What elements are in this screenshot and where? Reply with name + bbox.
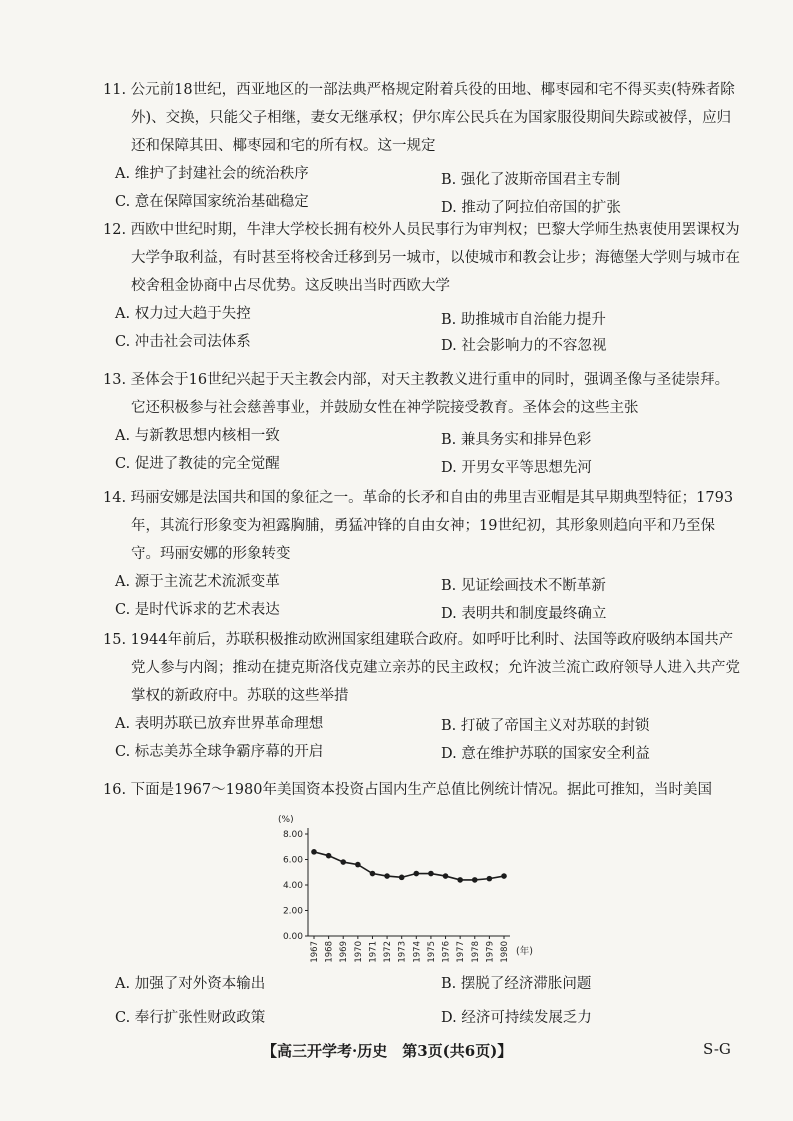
option-b[interactable]: B. 助推城市自治能力提升 [441, 312, 606, 328]
y-tick-label: 4.00 [282, 881, 303, 891]
footer-code: S-G [703, 1040, 731, 1058]
data-point [370, 871, 376, 877]
question-stem: 14. 玛丽安娜是法国共和国的象征之一。革命的长矛和自由的弗里吉亚帽是其早期典型特征；1793年，其流行形象变为袒露胸脯，勇猛冲锋的自由女神；19世纪初，其形象则趋向平和乃至保守。玛丽安娜的形象转变 [103, 490, 734, 562]
option-c[interactable]: C. 冲击社会司法体系 [115, 334, 251, 350]
y-tick-label: 0.00 [282, 932, 303, 942]
option-d[interactable]: D. 意在维护苏联的国家安全利益 [441, 746, 650, 762]
option-b[interactable]: B. 摆脱了经济滞胀问题 [441, 976, 592, 992]
y-tick-label: 8.00 [282, 830, 303, 840]
data-point [399, 875, 405, 881]
options [103, 710, 743, 766]
data-point [355, 862, 361, 868]
x-tick-label: 1975 [426, 941, 437, 962]
data-point [443, 873, 449, 879]
option-a[interactable]: A. 权力过大趋于失控 [115, 306, 251, 322]
option-a[interactable]: A. 加强了对外资本输出 [115, 976, 266, 992]
option-d[interactable]: D. 表明共和制度最终确立 [441, 606, 607, 622]
x-tick-label: 1979 [485, 941, 496, 962]
data-point [311, 849, 317, 855]
chart-svg [270, 812, 560, 962]
option-c[interactable]: C. 促进了教徒的完全觉醒 [115, 456, 280, 472]
data-point [414, 871, 420, 877]
x-tick-label: 1968 [324, 941, 335, 962]
option-a[interactable]: A. 表明苏联已放弃世界革命理想 [115, 716, 324, 732]
options [103, 300, 743, 356]
option-c[interactable]: C. 意在保障国家统治基础稳定 [115, 194, 309, 210]
x-tick-label: 1967 [310, 941, 320, 962]
data-point [472, 877, 478, 883]
question-15 [103, 626, 743, 766]
data-point [340, 859, 346, 865]
y-tick-label: 2.00 [282, 906, 303, 917]
option-d[interactable]: D. 开男女平等思想先河 [441, 460, 592, 476]
x-tick-label: 1974 [412, 941, 423, 962]
options [103, 160, 743, 216]
data-point [487, 876, 493, 882]
question-stem: 11. 公元前18世纪，西亚地区的一部法典严格规定附着兵役的田地、椰枣园和宅不得买卖(特殊者除外)、交换，只能父子相继，妻女无继承权；伊尔库公民兵在为国家服役期间失踪或被俘，应归还和保障其田、椰枣园和宅的所有权。这一规定 [103, 82, 735, 154]
options [103, 422, 743, 478]
option-b[interactable]: B. 强化了波斯帝国君主专制 [441, 172, 621, 188]
option-d[interactable]: D. 经济可持续发展乏力 [441, 1010, 592, 1026]
option-a[interactable]: A. 维护了封建社会的统治秩序 [115, 166, 309, 182]
line-chart [270, 812, 560, 962]
x-tick-label: 1976 [441, 941, 452, 962]
data-point [457, 877, 463, 883]
question-16 [103, 776, 743, 804]
x-tick-label: 1970 [353, 941, 364, 962]
option-d[interactable]: D. 推动了阿拉伯帝国的扩张 [441, 200, 621, 216]
question-stem: 16. 下面是1967～1980年美国资本投资占国内生产总值比例统计情况。据此可推知，当时美国 [103, 782, 712, 798]
x-tick-label: 1978 [470, 941, 481, 962]
question-14 [103, 484, 743, 624]
question-16-options [103, 970, 743, 1026]
option-c[interactable]: C. 奉行扩张性财政政策 [115, 1010, 266, 1026]
option-b[interactable]: B. 见证绘画技术不断革新 [441, 578, 606, 594]
question-12 [103, 216, 743, 356]
x-tick-label: 1969 [339, 941, 350, 962]
x-tick-label: 1977 [456, 941, 467, 962]
x-tick-label: 1972 [383, 941, 394, 962]
x-axis-label: (年) [516, 946, 533, 957]
data-point [384, 873, 390, 879]
x-tick-label: 1980 [500, 941, 510, 962]
option-d[interactable]: D. 社会影响力的不容忽视 [441, 338, 607, 354]
footer-page-info: 【高三开学考·历史 第3页(共6页)】 [262, 1042, 513, 1060]
y-axis-label: (%) [278, 815, 294, 825]
option-b[interactable]: B. 打破了帝国主义对苏联的封锁 [441, 718, 650, 734]
options [103, 970, 743, 1026]
question-stem: 15. 1944年前后，苏联积极推动欧洲国家组建联合政府。如呼吁比利时、法国等政府吸纳本国共产党人参与内阁；推动在捷克斯洛伐克建立亲苏的民主政权；允许波兰流亡政府领导人进入共产党掌权的新政府中。苏联的这些举措 [103, 632, 740, 704]
option-a[interactable]: A. 与新教思想内核相一致 [115, 428, 280, 444]
question-11 [103, 76, 743, 216]
option-a[interactable]: A. 源于主流艺术流派变革 [115, 574, 280, 590]
question-stem: 12. 西欧中世纪时期，牛津大学校长拥有校外人员民事行为审判权；巴黎大学师生热衷使用罢课权为大学争取利益，有时甚至将校舍迁移到另一城市，以使城市和教会让步；海德堡大学则与城市在校舍租金协商中占尽优势。这反映出当时西欧大学 [103, 222, 740, 294]
option-c[interactable]: C. 标志美苏全球争霸序幕的开启 [115, 744, 324, 760]
series-line [314, 852, 504, 880]
data-point [428, 871, 434, 877]
data-point [326, 853, 332, 859]
options [103, 568, 743, 624]
option-c[interactable]: C. 是时代诉求的艺术表达 [115, 602, 280, 618]
option-b[interactable]: B. 兼具务实和排异色彩 [441, 432, 592, 448]
x-tick-label: 1971 [368, 941, 379, 962]
data-point [501, 873, 507, 879]
question-stem: 13. 圣体会于16世纪兴起于天主教会内部，对天主教教义进行重申的同时，强调圣像与圣徒崇拜。它还积极参与社会慈善事业，并鼓励女性在神学院接受教育。圣体会的这些主张 [103, 372, 730, 416]
question-13 [103, 366, 743, 478]
x-tick-label: 1973 [397, 941, 408, 962]
y-tick-label: 6.00 [282, 855, 303, 866]
